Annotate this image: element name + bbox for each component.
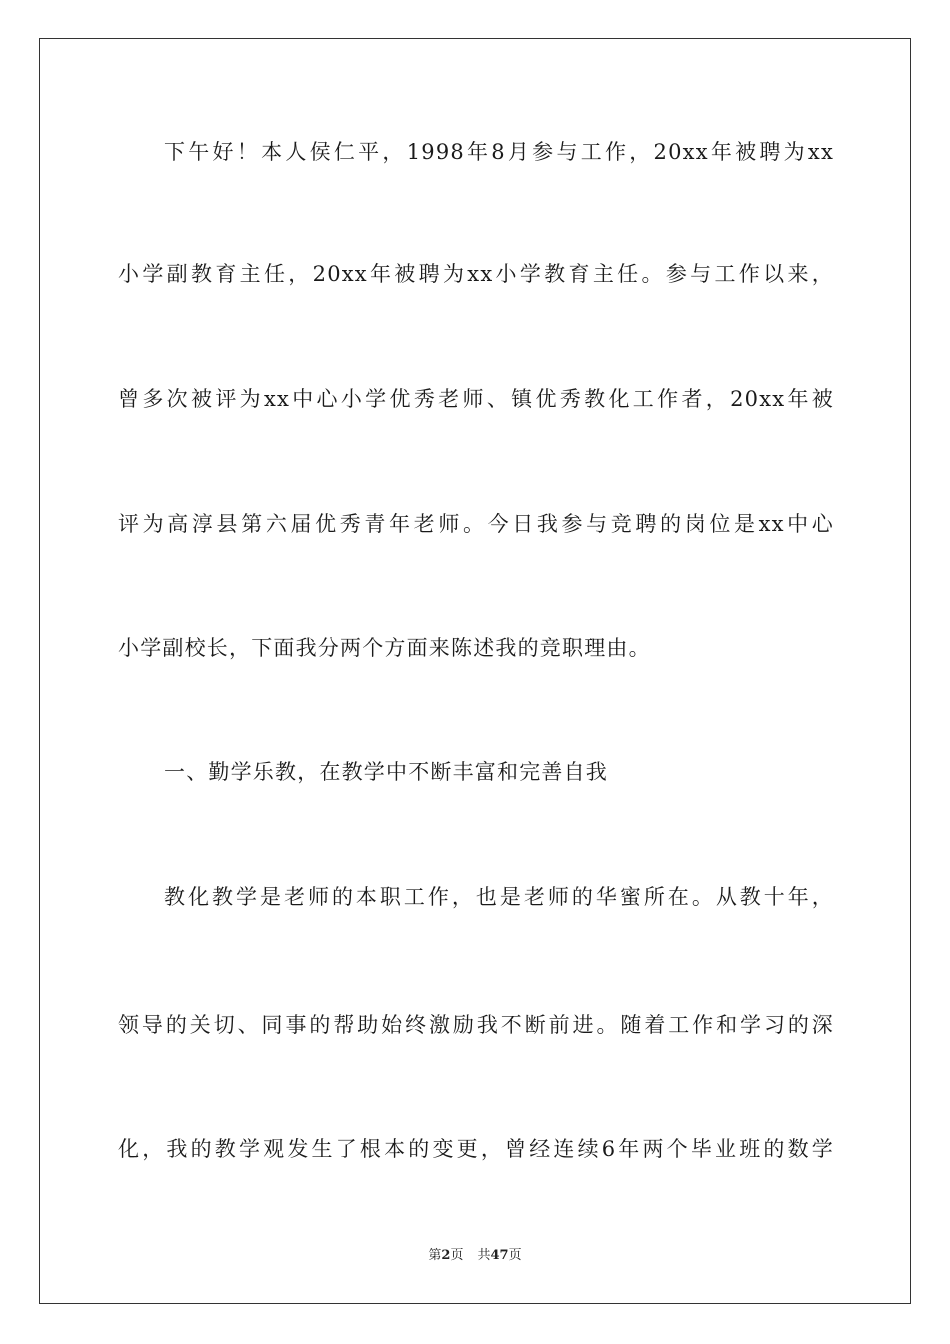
total-suffix: 页 <box>508 1248 522 1263</box>
page-border <box>39 38 911 1304</box>
text-line-1: 下午好！本人侯仁平，1998年8月参与工作，20xx年被聘为xx <box>164 140 834 164</box>
text-line-3: 曾多次被评为xx中心小学优秀老师、镇优秀教化工作者，20xx年被 <box>118 387 834 411</box>
page-footer <box>0 1247 950 1265</box>
text-line-4: 评为高淳县第六届优秀青年老师。今日我参与竞聘的岗位是xx中心 <box>118 512 834 536</box>
total-prefix: 共 <box>477 1248 491 1263</box>
total-pages: 47 <box>490 1248 509 1263</box>
text-line-8: 领导的关切、同事的帮助始终激励我不断前进。随着工作和学习的深 <box>118 1013 834 1037</box>
page-number: 2 <box>441 1248 451 1263</box>
page-prefix: 第 <box>428 1248 442 1263</box>
text-line-9: 化，我的教学观发生了根本的变更，曾经连续6年两个毕业班的数学 <box>118 1137 834 1161</box>
text-line-5: 小学副校长，下面我分两个方面来陈述我的竞职理由。 <box>118 636 651 660</box>
text-line-7: 教化教学是老师的本职工作，也是老师的华蜜所在。从教十年， <box>164 885 834 909</box>
page-suffix: 页 <box>450 1248 464 1263</box>
section-heading: 一、勤学乐教，在教学中不断丰富和完善自我 <box>164 760 608 784</box>
text-line-2: 小学副教育主任，20xx年被聘为xx小学教育主任。参与工作以来， <box>118 262 834 286</box>
